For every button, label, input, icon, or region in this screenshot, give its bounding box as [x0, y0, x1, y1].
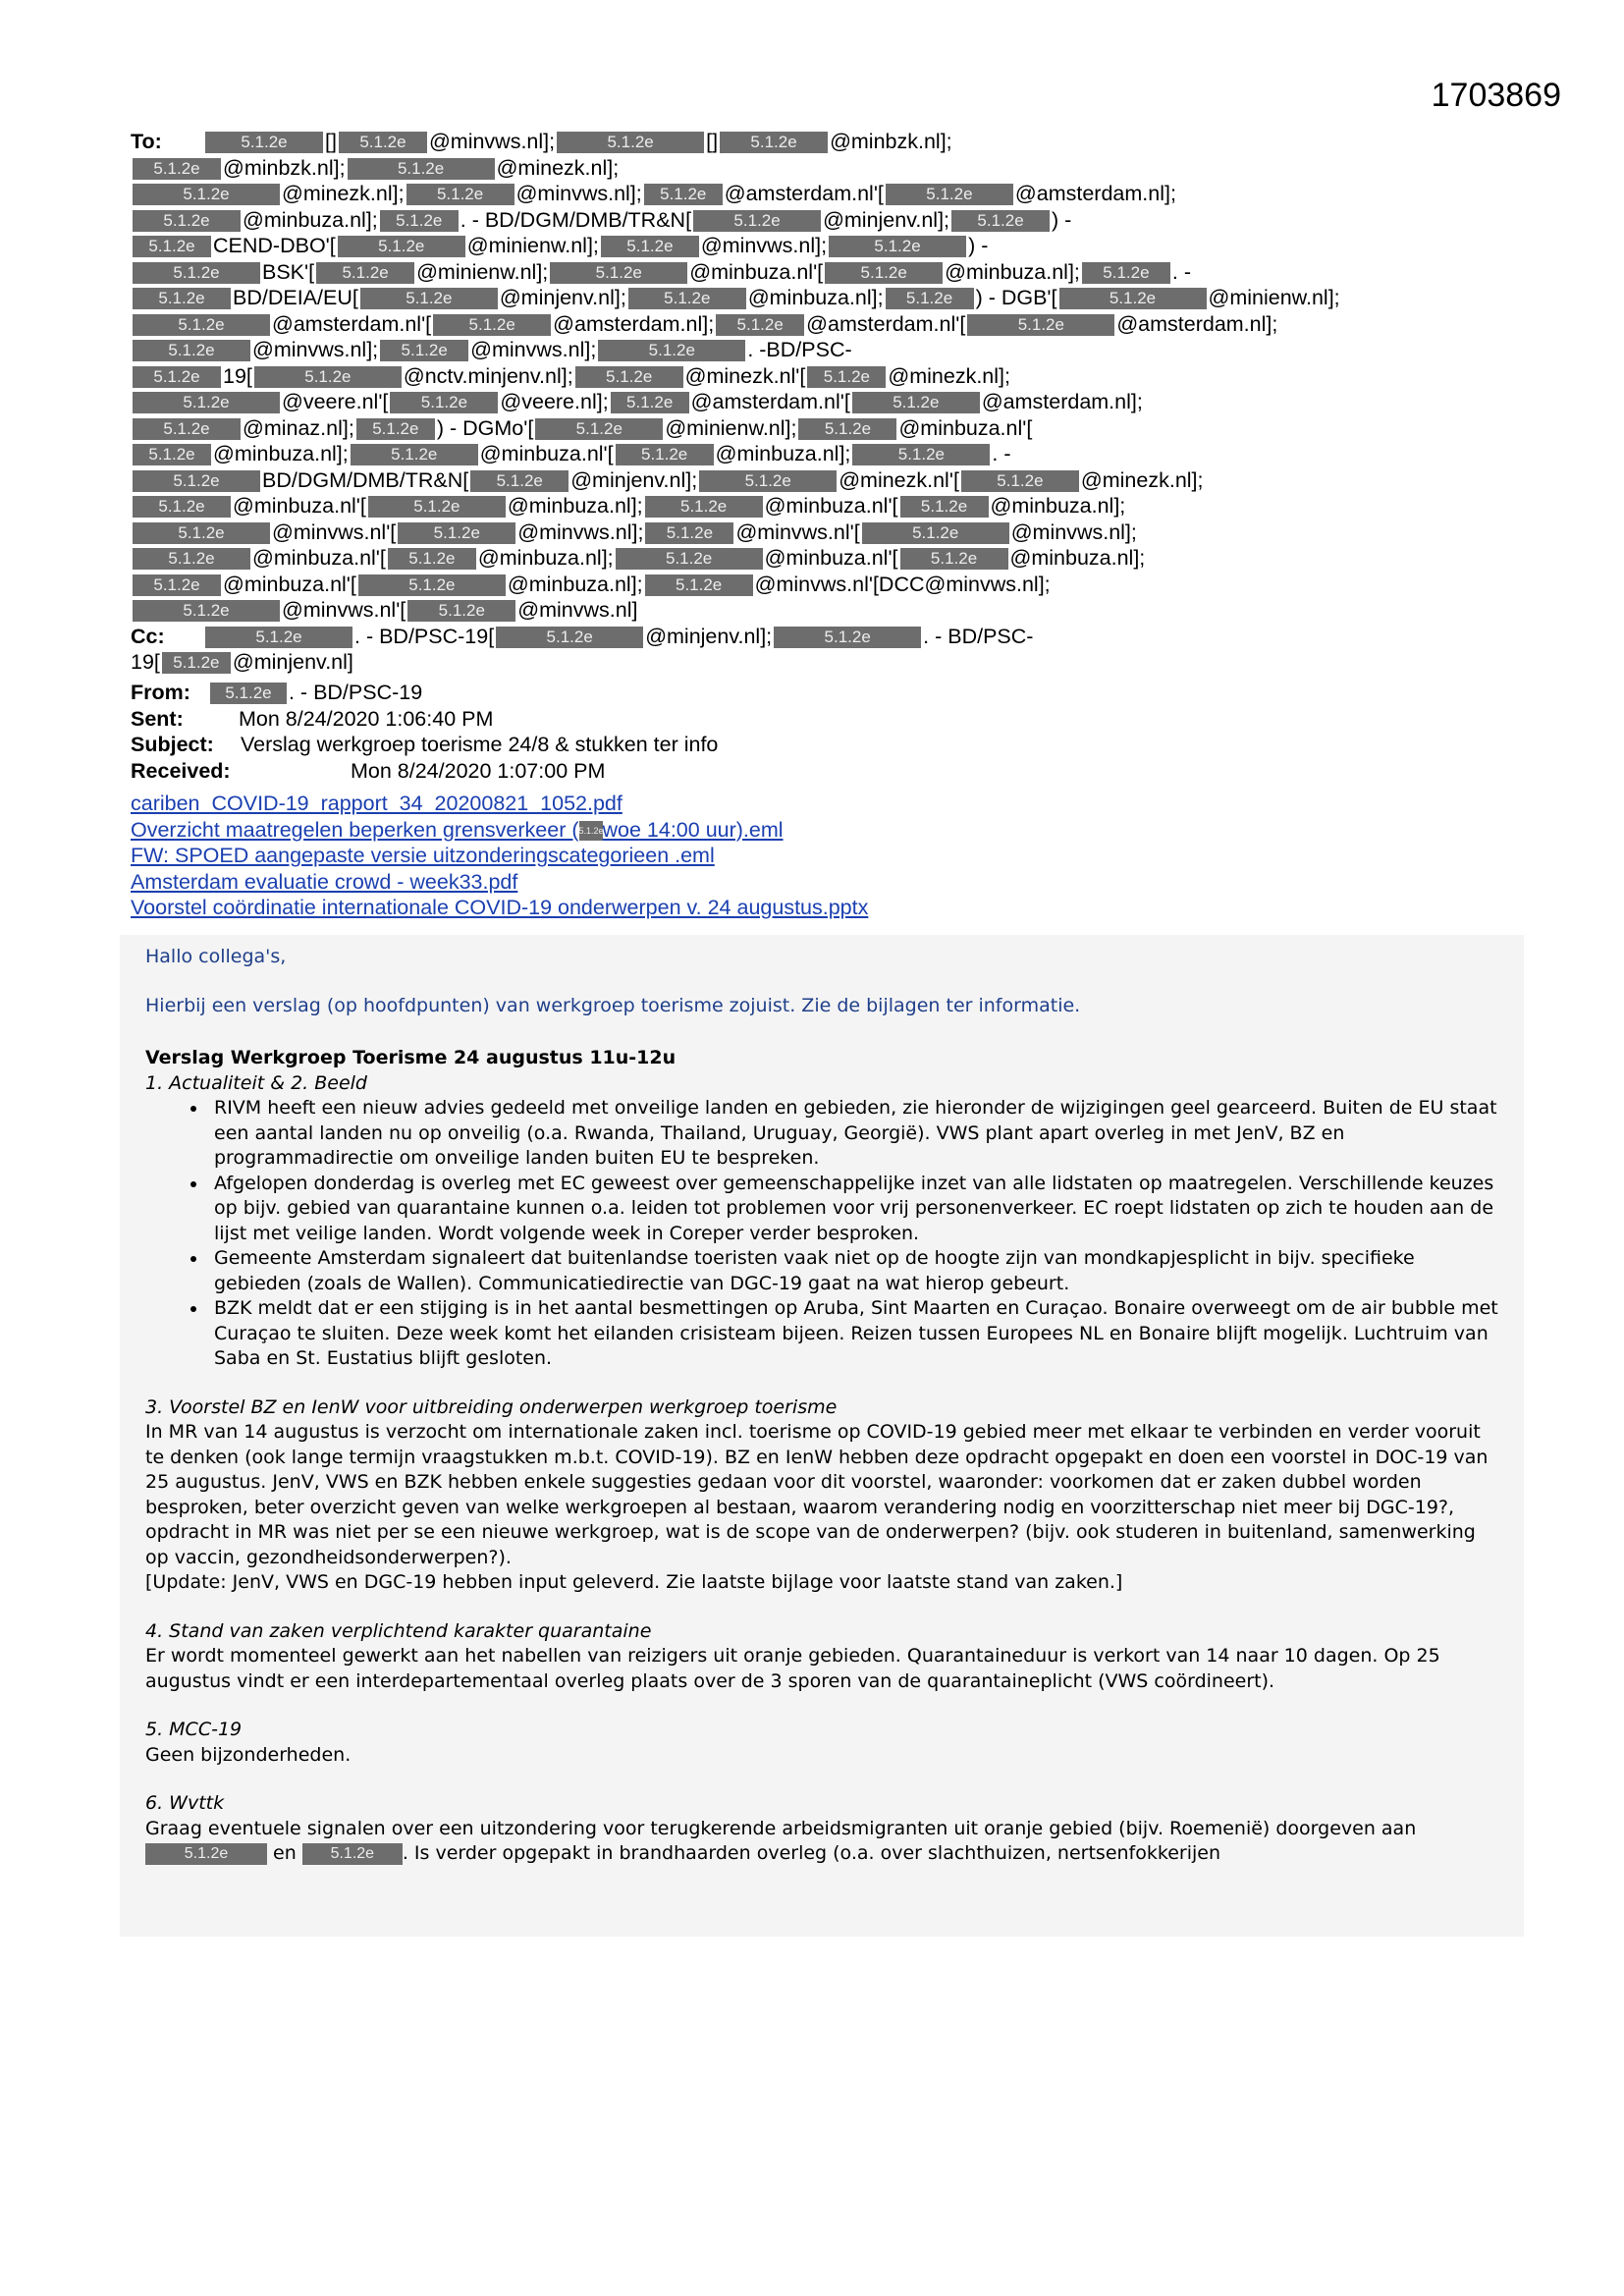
recipient-address: @minvws.nl'[	[282, 598, 406, 622]
recipient-address: . -	[992, 442, 1011, 465]
recipient-address: @minbuza.nl'[	[233, 494, 366, 518]
greeting: Hallo collega's,	[145, 946, 287, 967]
redaction: 5.1.2e	[338, 236, 465, 257]
redaction: 5.1.2e	[133, 210, 241, 232]
recipient-address: . -	[1171, 259, 1192, 284]
redaction: 5.1.2e	[360, 288, 498, 309]
to-label: To:	[131, 130, 162, 153]
from-row	[131, 680, 718, 706]
attachment-suffix: woe 14:00 uur).eml	[602, 817, 784, 842]
recipient-line	[131, 337, 1505, 363]
redaction: 5.1.2e	[774, 627, 921, 648]
recipient-address: ) -	[968, 234, 989, 257]
recipient-address: 19[	[223, 363, 252, 388]
recipient-address: @minbuza.nl'[	[479, 442, 614, 465]
recipient-address: . - BD/PSC-19[	[354, 624, 495, 648]
from-value: . - BD/PSC-19	[288, 681, 423, 704]
redaction: 5.1.2e	[351, 444, 478, 465]
redaction: 5.1.2e	[254, 366, 402, 388]
section-5-text: Geen bijzonderheden.	[145, 1743, 352, 1766]
bullet-item: • Afgelopen donderdag is overleg met EC geweest over gemeenschappelijke inzet van alle lidstaten op maatregelen. Verschillende keuzes op bijv. gebied van quarantaine kunnen o.a. leiden tot problemen voor vrij personenverkeer. EC roept lidstaten op zich te houden aan de lijst met veilige landen. Wordt volgende week in Coreper verder besproken.	[208, 1172, 1498, 1247]
recipient-address: @minvws.nl]	[517, 598, 638, 622]
recipient-address: @amsterdam.nl'[	[690, 390, 850, 413]
recipient-address: @minjenv.nl];	[645, 624, 773, 648]
section-6-text-part: . Is verder opgepakt in brandhaarden overleg (o.a. over slachthuizen, nertsenfokkerijen	[402, 1842, 1220, 1864]
redaction: 5.1.2e	[302, 1843, 403, 1865]
recipient-address: @minbuza.nl];	[213, 442, 349, 465]
recipient-line	[131, 129, 1505, 155]
recipient-address: BD/DEIA/EU[	[233, 286, 358, 309]
attachment-link[interactable]: Amsterdam evaluatie crowd - week33.pdf	[131, 869, 518, 894]
attachment-link[interactable]: FW: SPOED aangepaste versie uitzonderingscategorieen .eml	[131, 844, 715, 867]
recipient-address: ) -	[1052, 207, 1072, 232]
redaction: 5.1.2e	[368, 496, 506, 518]
redaction: 5.1.2e	[133, 184, 280, 205]
redaction: 5.1.2e	[133, 444, 211, 465]
redaction: 5.1.2e	[645, 496, 763, 518]
section-3-update: [Update: JenV, VWS en DGC-19 hebben input geleverd. Zie laatste bijlage voor laatste stand van zaken.]	[145, 1571, 1123, 1593]
redaction: 5.1.2e	[645, 574, 753, 596]
redaction: 5.1.2e	[133, 574, 221, 596]
section-3-title: 3. Voorstel BZ en IenW voor uitbreiding onderwerpen werkgroep toerisme	[145, 1395, 838, 1418]
cc-line	[131, 649, 1505, 676]
recipient-address: []	[325, 130, 337, 153]
recipient-address: @minezk.nl'[	[839, 467, 959, 492]
recipient-address: @minbuza.nl];	[715, 442, 851, 465]
recipient-address: @minjenv.nl];	[570, 467, 698, 492]
sent-row	[131, 706, 718, 733]
section-6-text-part: en	[273, 1842, 297, 1864]
redaction: 5.1.2e	[535, 418, 663, 440]
email-meta	[131, 680, 718, 784]
redaction: 5.1.2e	[699, 470, 837, 492]
redaction: 5.1.2e	[961, 470, 1079, 492]
redaction: 5.1.2e	[398, 522, 515, 544]
redaction: 5.1.2e	[390, 392, 498, 413]
redaction: 5.1.2e	[825, 262, 943, 284]
section-4-title: 4. Stand van zaken verplichtend karakter quarantaine	[145, 1619, 652, 1642]
bullet-item: • BZK meldt dat er een stijging is in het aantal besmettingen op Aruba, Sint Maarten en Curaçao. Bonaire overweegt om de air bubble met Curaçao te sluiten. Deze week komt het eilanden crisisteam bijeen. Reizen tussen Europees NL en Bonaire blijft mogelijk. Luchtruim van Saba en St. Eustatius blijft gesloten.	[208, 1296, 1498, 1372]
redaction: 5.1.2e	[616, 548, 763, 570]
sent-label: Sent:	[131, 706, 184, 731]
recipient-address: @minvws.nl'[DCC@minvws.nl];	[754, 572, 1051, 596]
redaction: 5.1.2e	[388, 548, 476, 570]
redaction: 5.1.2e	[133, 600, 280, 622]
redaction: 5.1.2e	[210, 683, 287, 704]
intro-text: Hierbij een verslag (op hoofdpunten) van werkgroep toerisme zojuist. Zie de bijlagen ter informatie.	[145, 994, 1081, 1016]
recipient-address: @minbuza.nl];	[1009, 546, 1146, 570]
recipient-address: @amsterdam.nl'[	[806, 311, 966, 336]
redaction: 5.1.2e	[557, 132, 704, 153]
recipient-line	[131, 415, 1505, 442]
redaction: 5.1.2e	[133, 392, 280, 413]
bullet-item: • Gemeente Amsterdam signaleert dat buitenlandse toeristen vaak niet op de hoogte zijn van mondkapjesplicht in bijv. specifieke gebieden (zoals de Wallen). Communicatiedirectie van DGC-19 gaat na wat hierop gebeurt.	[208, 1246, 1498, 1296]
redaction: 5.1.2e	[628, 288, 746, 309]
section-4-text: Er wordt momenteel gewerkt aan het nabellen van reizigers uit oranje gebieden. Quarantaineduur is verkort van 14 naar 10 dagen. Op 25 augustus vindt er een interdepartementaal overleg plaats over de 3 sporen van de quarantaineplicht (VWS coördineert).	[145, 1645, 1440, 1692]
redaction: 5.1.2e	[852, 444, 990, 465]
recipient-line	[131, 519, 1505, 546]
recipient-address: @minvws.nl];	[700, 234, 828, 257]
recipient-line	[131, 259, 1505, 286]
section-5-title: 5. MCC-19	[145, 1719, 243, 1740]
redaction: 5.1.2e	[348, 158, 495, 180]
recipient-address: @veere.nl];	[500, 390, 609, 413]
recipient-line	[131, 207, 1505, 234]
recipient-address: @minienw.nl];	[466, 234, 599, 257]
recipient-address: @minezk.nl];	[888, 363, 1010, 388]
recipient-line	[131, 467, 1505, 494]
redaction: 5.1.2e	[133, 522, 270, 544]
redaction: 5.1.2e	[886, 288, 974, 309]
recipient-address: @veere.nl'[	[282, 390, 389, 413]
section-6-title: 6. Wvttk	[145, 1792, 225, 1814]
from-label: From:	[131, 681, 190, 704]
redaction: 5.1.2e	[205, 132, 323, 153]
redaction: 5.1.2e	[862, 522, 1009, 544]
recipient-line	[131, 545, 1505, 572]
recipient-address: @minvws.nl];	[1010, 519, 1137, 544]
received-label: Received:	[131, 758, 231, 783]
redaction: 5.1.2e	[133, 340, 250, 361]
redaction: 5.1.2e	[133, 288, 231, 309]
redaction: 5.1.2e	[579, 821, 603, 841]
recipient-address: @minvws.nl'[	[272, 519, 397, 544]
recipient-address: @minvws.nl'[	[735, 519, 860, 544]
cc-line	[131, 624, 1505, 650]
recipient-address: @minjenv.nl];	[499, 286, 626, 309]
recipient-address: @minvws.nl];	[517, 519, 644, 544]
redaction: 5.1.2e	[951, 210, 1050, 232]
redaction: 5.1.2e	[900, 496, 989, 518]
redaction: 5.1.2e	[380, 210, 459, 232]
recipient-line	[131, 233, 1505, 259]
redaction: 5.1.2e	[145, 1843, 267, 1865]
bullet-item: • RIVM heeft een nieuw advies gedeeld met onveilige landen en gebieden, zie hieronder de wijzigingen geel gearceerd. Buiten de EU staat een aantal landen nu op onveilig (o.a. Rwanda, Thailand, Uruguay, Georgië). VWS plant apart overleg in met JenV, BZ en programmadirectie om onveilige landen buiten EU te bespreken.	[208, 1096, 1498, 1172]
subject-row	[131, 732, 718, 758]
recipient-address: @minbuza.nl'[	[764, 494, 898, 518]
recipient-address: @amsterdam.nl];	[553, 311, 715, 336]
recipient-line	[131, 493, 1505, 519]
recipient-line	[131, 597, 1505, 624]
redaction: 5.1.2e	[601, 236, 699, 257]
recipient-address: @minbuza.nl];	[747, 286, 884, 309]
recipient-address: @minbuza.nl];	[990, 494, 1126, 518]
recipient-address: @amsterdam.nl'[	[724, 182, 884, 205]
subject-value: Verslag werkgroep toerisme 24/8 & stukken ter info	[241, 733, 719, 756]
redaction: 5.1.2e	[1059, 288, 1207, 309]
redaction: 5.1.2e	[316, 262, 414, 284]
redaction: 5.1.2e	[133, 470, 260, 492]
redaction: 5.1.2e	[133, 236, 211, 257]
attachment-link[interactable]	[131, 817, 868, 844]
redaction: 5.1.2e	[616, 444, 714, 465]
redaction: 5.1.2e	[598, 340, 745, 361]
redaction: 5.1.2e	[162, 652, 231, 674]
redaction: 5.1.2e	[133, 418, 241, 440]
received-value: Mon 8/24/2020 1:07:00 PM	[351, 758, 606, 783]
report-title: Verslag Werkgroep Toerisme 24 augustus 11u-12u	[145, 1047, 677, 1068]
recipient-address: . - BD/DGM/DMB/TR&N[	[460, 207, 692, 232]
redaction: 5.1.2e	[133, 548, 250, 570]
recipient-address: @minienw.nl];	[416, 259, 549, 284]
recipient-address: @amsterdam.nl];	[981, 390, 1143, 413]
redaction: 5.1.2e	[433, 314, 551, 336]
recipient-line	[131, 363, 1505, 390]
recipient-line	[131, 155, 1505, 182]
recipient-address: @amsterdam.nl];	[1116, 311, 1278, 336]
redaction: 5.1.2e	[852, 392, 980, 413]
recipient-address: 19[	[131, 650, 160, 674]
subject-label: Subject:	[131, 733, 214, 756]
recipient-line	[131, 181, 1505, 207]
redaction: 5.1.2e	[205, 627, 352, 648]
recipient-address: @minbuza.nl];	[243, 207, 378, 232]
redaction: 5.1.2e	[407, 600, 515, 622]
redaction: 5.1.2e	[133, 314, 270, 336]
sent-value: Mon 8/24/2020 1:06:40 PM	[239, 706, 494, 731]
redaction: 5.1.2e	[380, 340, 468, 361]
redaction: 5.1.2e	[356, 418, 435, 440]
recipient-address: @minbuza.nl];	[507, 572, 643, 596]
redaction: 5.1.2e	[133, 366, 221, 388]
recipient-address: @minbuza.nl'[	[252, 546, 386, 570]
recipient-address: @minvws.nl];	[252, 338, 379, 361]
recipient-address: @minezk.nl];	[1080, 467, 1204, 492]
attachment-link[interactable]: cariben_COVID-19_rapport_34_20200821_1052.pdf	[131, 792, 623, 815]
recipient-address: @minbuza.nl'[	[689, 259, 824, 284]
redaction: 5.1.2e	[358, 574, 506, 596]
redaction: 5.1.2e	[1082, 262, 1170, 284]
recipient-address: ) - DGMo'[	[436, 415, 534, 440]
section-1-title: 1. Actualiteit & 2. Beeld	[145, 1071, 367, 1094]
redaction: 5.1.2e	[645, 522, 733, 544]
redaction: 5.1.2e	[406, 184, 514, 205]
redaction: 5.1.2e	[133, 262, 260, 284]
recipient-address: @minbuza.nl];	[477, 546, 614, 570]
email-body	[120, 935, 1524, 1937]
redaction: 5.1.2e	[470, 470, 568, 492]
attachment-label: Overzicht maatregelen beperken grensverkeer (	[131, 817, 579, 842]
recipient-address: @minbuza.nl'[	[898, 415, 1033, 440]
redaction: 5.1.2e	[886, 184, 1013, 205]
received-row	[131, 758, 718, 785]
recipient-address: @minvws.nl];	[515, 182, 642, 205]
recipient-line	[131, 285, 1505, 311]
recipient-address: . - BD/PSC-	[923, 624, 1034, 648]
redaction: 5.1.2e	[339, 132, 427, 153]
recipient-address: ) - DGB'[	[975, 286, 1057, 309]
recipient-address: @minjenv.nl]	[232, 650, 353, 674]
recipient-address: @minbzk.nl];	[830, 130, 952, 153]
cc-label: Cc:	[131, 624, 165, 648]
recipient-address: @minbuza.nl];	[945, 259, 1080, 284]
redaction: 5.1.2e	[644, 184, 723, 205]
redaction: 5.1.2e	[133, 158, 221, 180]
redaction: 5.1.2e	[716, 314, 804, 336]
redaction: 5.1.2e	[900, 548, 1008, 570]
recipient-address: @amsterdam.nl'[	[272, 311, 432, 336]
redaction: 5.1.2e	[807, 366, 886, 388]
redaction: 5.1.2e	[720, 132, 828, 153]
section-6-text	[145, 1817, 1498, 1867]
recipient-address: @minezk.nl];	[282, 182, 405, 205]
redaction: 5.1.2e	[611, 392, 689, 413]
redaction: 5.1.2e	[798, 418, 896, 440]
recipient-line	[131, 389, 1505, 415]
section-6-text-part: Graag eventuele signalen over een uitzondering voor terugkerende arbeidsmigranten uit oranje gebied (bijv. Roemenië) doorgeven aan	[145, 1817, 1417, 1839]
recipient-address: @minbzk.nl];	[223, 155, 346, 180]
recipients-block	[131, 129, 1505, 676]
recipient-address: @minvws.nl];	[428, 130, 556, 153]
recipient-address: @minezk.nl'[	[684, 363, 806, 388]
recipient-address: @minvws.nl];	[470, 338, 597, 361]
recipient-address: @minjenv.nl];	[823, 207, 950, 232]
redaction: 5.1.2e	[967, 314, 1114, 336]
recipient-address: @minbuza.nl];	[507, 494, 643, 518]
section-3-text: In MR van 14 augustus is verzocht om internationale zaken incl. toerisme op COVID-19 gebied meer met elkaar te verbinden en verder vooruit te denken (ook lange termijn vraagstukken m.b.t. COVID-19). BZ en IenW hebben deze opdracht opgepakt en doen een voorstel in DOC-19 van 25 augustus. JenV, VWS en BZK hebben enkele suggesties gedaan voor dit voorstel, waaronder: voorkomen dat er zaken dubbel worden besproken, beter overzicht geven van welke werkgroepen al bestaan, waarom verandering nodig en voorzitterschap niet meer bij DGC-19?, opdracht in MR was niet per se een nieuwe werkgroep, wat is de scope van de onderwerpen? (bijv. ook studeren in buitenland, samenwerking op vaccin, gezondheidsonderwerpen?).	[145, 1421, 1489, 1568]
redaction: 5.1.2e	[550, 262, 687, 284]
recipient-address: BD/DGM/DMB/TR&N[	[262, 467, 469, 492]
bullet-list	[145, 1096, 1498, 1372]
recipient-address: @minaz.nl];	[243, 415, 354, 440]
document-id: 1703869	[1431, 77, 1561, 114]
recipient-line	[131, 441, 1505, 467]
recipient-address: @amsterdam.nl];	[1014, 182, 1176, 205]
recipient-address: @minienw.nl];	[665, 415, 797, 440]
recipient-address: @nctv.minjenv.nl];	[403, 363, 573, 388]
redaction: 5.1.2e	[133, 496, 231, 518]
recipient-address: . -BD/PSC-	[747, 338, 852, 361]
attachment-link[interactable]: Voorstel coördinatie internationale COVID-19 onderwerpen v. 24 augustus.pptx	[131, 896, 869, 919]
recipient-address: @minezk.nl];	[496, 155, 620, 180]
attachments-list	[131, 791, 868, 921]
recipient-address: []	[706, 130, 719, 153]
recipient-address: CEND-DBO'[	[213, 234, 336, 257]
recipient-line	[131, 311, 1505, 338]
recipient-address: @minbuza.nl'[	[223, 572, 356, 596]
redaction: 5.1.2e	[693, 210, 821, 232]
recipient-line	[131, 572, 1505, 598]
redaction: 5.1.2e	[575, 366, 683, 388]
recipient-address: BSK'[	[262, 259, 315, 284]
recipient-address: @minienw.nl];	[1208, 286, 1340, 309]
redaction: 5.1.2e	[829, 236, 966, 257]
redaction: 5.1.2e	[496, 627, 643, 648]
recipient-address: @minbuza.nl'[	[764, 546, 898, 570]
